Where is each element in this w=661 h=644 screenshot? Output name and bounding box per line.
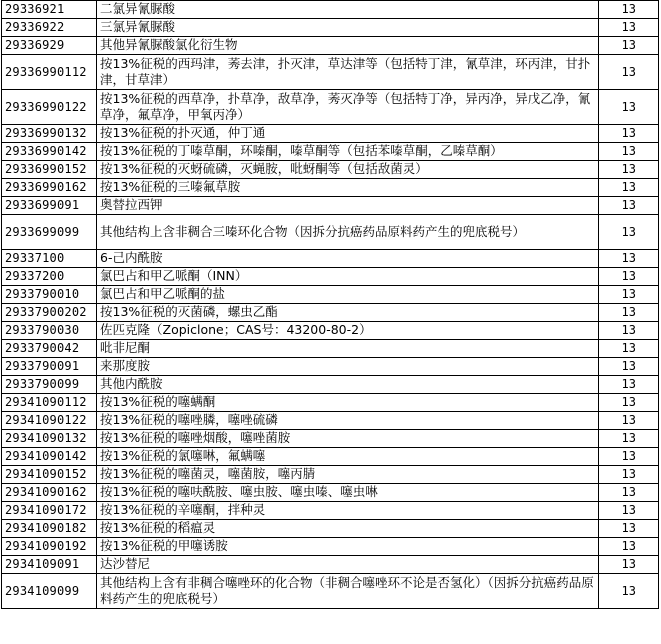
rebate-rate-cell[interactable]: 13 (599, 538, 659, 556)
hs-code-cell[interactable]: 29341090132 (2, 430, 97, 448)
table-row[interactable] (2, 197, 659, 215)
hs-code-cell[interactable]: 29336922 (2, 19, 97, 37)
hs-code-cell[interactable]: 29337900202 (2, 304, 97, 322)
description-cell[interactable]: 按13%征税的噻唑烟酸，噻唑菌胺 (97, 430, 599, 448)
description-cell[interactable]: 其他结构上含非稠合三嗪环化合物（因拆分抗癌药品原料药产生的兜底税号） (97, 215, 599, 250)
description-cell[interactable]: 其他异氰脲酸氯化衍生物 (97, 37, 599, 55)
description-cell[interactable]: 氯巴占和甲乙哌酮的盐 (97, 286, 599, 304)
rebate-rate-cell[interactable]: 13 (599, 215, 659, 250)
table-row[interactable] (2, 1, 659, 19)
hs-code-cell[interactable]: 29336990162 (2, 179, 97, 197)
rebate-rate-cell[interactable]: 13 (599, 520, 659, 538)
description-cell[interactable]: 吡非尼酮 (97, 340, 599, 358)
rebate-rate-cell[interactable]: 13 (599, 37, 659, 55)
description-cell[interactable]: 奥替拉西钾 (97, 197, 599, 215)
table-row[interactable] (2, 484, 659, 502)
table-row[interactable] (2, 556, 659, 574)
rebate-rate-cell[interactable]: 13 (599, 358, 659, 376)
table-row[interactable] (2, 304, 659, 322)
table-row[interactable] (2, 340, 659, 358)
hs-code-cell[interactable]: 29341090122 (2, 412, 97, 430)
table-row[interactable] (2, 412, 659, 430)
hs-code-cell[interactable]: 29341090182 (2, 520, 97, 538)
rebate-rate-cell[interactable]: 13 (599, 19, 659, 37)
hs-code-cell[interactable]: 2933790030 (2, 322, 97, 340)
description-cell[interactable]: 氯巴占和甲乙哌酮（INN） (97, 268, 599, 286)
hs-code-cell[interactable]: 2933790091 (2, 358, 97, 376)
table-row[interactable] (2, 161, 659, 179)
table-row[interactable] (2, 268, 659, 286)
hs-code-cell[interactable]: 2933699099 (2, 215, 97, 250)
rebate-rate-cell[interactable]: 13 (599, 1, 659, 19)
table-row[interactable] (2, 179, 659, 197)
hs-code-cell[interactable]: 29336990152 (2, 161, 97, 179)
table-row[interactable] (2, 502, 659, 520)
table-row[interactable] (2, 55, 659, 90)
rebate-rate-cell[interactable]: 13 (599, 448, 659, 466)
hs-code-cell[interactable]: 29336990142 (2, 143, 97, 161)
description-cell[interactable]: 按13%征税的辛噻酮，拌种灵 (97, 502, 599, 520)
description-cell[interactable]: 按13%征税的灭菌磷，螺虫乙酯 (97, 304, 599, 322)
table-row[interactable] (2, 538, 659, 556)
description-cell[interactable]: 按13%征税的西草净，扑草净，敌草净，莠灭净等（包括特丁净，异丙净，异戊乙净，氰草净，氟草净，甲氧丙净） (97, 90, 599, 125)
hs-code-cell[interactable]: 29337100 (2, 250, 97, 268)
rebate-rate-cell[interactable]: 13 (599, 161, 659, 179)
description-cell[interactable]: 佐匹克隆（Zopiclone；CAS号：43200-80-2） (97, 322, 599, 340)
rebate-rate-cell[interactable]: 13 (599, 376, 659, 394)
table-row[interactable] (2, 37, 659, 55)
hs-code-cell[interactable]: 29341090112 (2, 394, 97, 412)
hs-code-cell[interactable]: 29336990112 (2, 55, 97, 90)
rebate-rate-cell[interactable]: 13 (599, 340, 659, 358)
hs-code-cell[interactable]: 2933699091 (2, 197, 97, 215)
hs-code-cell[interactable]: 29341090172 (2, 502, 97, 520)
hs-code-cell[interactable]: 29337200 (2, 268, 97, 286)
table-row[interactable] (2, 430, 659, 448)
description-cell[interactable]: 按13%征税的噻菌灵，噻菌胺，噻丙腈 (97, 466, 599, 484)
description-cell[interactable]: 按13%征税的氯噻啉，氟螨噻 (97, 448, 599, 466)
rebate-rate-cell[interactable]: 13 (599, 143, 659, 161)
rebate-rate-cell[interactable]: 13 (599, 466, 659, 484)
table-row[interactable] (2, 143, 659, 161)
table-row[interactable] (2, 466, 659, 484)
rebate-rate-cell[interactable]: 13 (599, 55, 659, 90)
description-cell[interactable]: 按13%征税的噻呋酰胺、噻虫胺、噻虫嗪、噻虫啉 (97, 484, 599, 502)
description-cell[interactable]: 其他结构上含有非稠合噻唑环的化合物（非稠合噻唑环不论是否氢化）（因拆分抗癌药品原料药产生的兜底税号） (97, 574, 599, 609)
description-cell[interactable]: 按13%征税的灭蚜硫磷，灭蝇胺，吡蚜酮等（包括敌菌灵） (97, 161, 599, 179)
description-cell[interactable]: 按13%征税的稻瘟灵 (97, 520, 599, 538)
rebate-rate-cell[interactable]: 13 (599, 394, 659, 412)
tariff-table-body (2, 1, 659, 609)
table-row[interactable] (2, 520, 659, 538)
table-row[interactable] (2, 250, 659, 268)
description-cell[interactable]: 按13%征税的三嗪氟草胺 (97, 179, 599, 197)
rebate-rate-cell[interactable]: 13 (599, 268, 659, 286)
rebate-rate-cell[interactable]: 13 (599, 250, 659, 268)
table-row[interactable] (2, 574, 659, 609)
hs-code-cell[interactable]: 29336929 (2, 37, 97, 55)
rebate-rate-cell[interactable]: 13 (599, 90, 659, 125)
tariff-table (1, 0, 659, 609)
rebate-rate-cell[interactable]: 13 (599, 430, 659, 448)
rebate-rate-cell[interactable]: 13 (599, 197, 659, 215)
table-row[interactable] (2, 215, 659, 250)
description-cell[interactable]: 按13%征税的丁嗪草酮，环嗪酮，嗪草酮等（包括苯嗪草酮，乙嗪草酮） (97, 143, 599, 161)
rebate-rate-cell[interactable]: 13 (599, 412, 659, 430)
table-row[interactable] (2, 125, 659, 143)
rebate-rate-cell[interactable]: 13 (599, 574, 659, 609)
hs-code-cell[interactable]: 2934109099 (2, 574, 97, 609)
table-row[interactable] (2, 448, 659, 466)
hs-code-cell[interactable]: 2933790099 (2, 376, 97, 394)
description-cell[interactable]: 来那度胺 (97, 358, 599, 376)
description-cell[interactable]: 按13%征税的西玛津，莠去津，扑灭津，草达津等（包括特丁津，氰草津，环丙津，甘扑津，甘草津） (97, 55, 599, 90)
rebate-rate-cell[interactable]: 13 (599, 484, 659, 502)
rebate-rate-cell[interactable]: 13 (599, 286, 659, 304)
description-cell[interactable]: 6-己内酰胺 (97, 250, 599, 268)
hs-code-cell[interactable]: 29341090162 (2, 484, 97, 502)
hs-code-cell[interactable]: 2934109091 (2, 556, 97, 574)
description-cell[interactable]: 按13%征税的噻唑膦，噻唑硫磷 (97, 412, 599, 430)
table-row[interactable] (2, 286, 659, 304)
table-row[interactable] (2, 376, 659, 394)
hs-code-cell[interactable]: 29336990122 (2, 90, 97, 125)
description-cell[interactable]: 三氯异氰脲酸 (97, 19, 599, 37)
description-cell[interactable]: 二氯异氰脲酸 (97, 1, 599, 19)
table-row[interactable] (2, 322, 659, 340)
hs-code-cell[interactable]: 29336990132 (2, 125, 97, 143)
table-row[interactable] (2, 358, 659, 376)
description-cell[interactable]: 按13%征税的扑灭通，仲丁通 (97, 125, 599, 143)
table-row[interactable] (2, 19, 659, 37)
rebate-rate-cell[interactable]: 13 (599, 179, 659, 197)
table-row[interactable] (2, 90, 659, 125)
hs-code-cell[interactable]: 29341090142 (2, 448, 97, 466)
rebate-rate-cell[interactable]: 13 (599, 502, 659, 520)
description-cell[interactable]: 其他内酰胺 (97, 376, 599, 394)
rebate-rate-cell[interactable]: 13 (599, 322, 659, 340)
description-cell[interactable]: 按13%征税的噻螨酮 (97, 394, 599, 412)
hs-code-cell[interactable]: 29341090192 (2, 538, 97, 556)
rebate-rate-cell[interactable]: 13 (599, 304, 659, 322)
table-row[interactable] (2, 394, 659, 412)
hs-code-cell[interactable]: 29336921 (2, 1, 97, 19)
hs-code-cell[interactable]: 2933790010 (2, 286, 97, 304)
rebate-rate-cell[interactable]: 13 (599, 125, 659, 143)
rebate-rate-cell[interactable]: 13 (599, 556, 659, 574)
description-cell[interactable]: 按13%征税的甲噻诱胺 (97, 538, 599, 556)
hs-code-cell[interactable]: 29341090152 (2, 466, 97, 484)
hs-code-cell[interactable]: 2933790042 (2, 340, 97, 358)
description-cell[interactable]: 达沙替尼 (97, 556, 599, 574)
